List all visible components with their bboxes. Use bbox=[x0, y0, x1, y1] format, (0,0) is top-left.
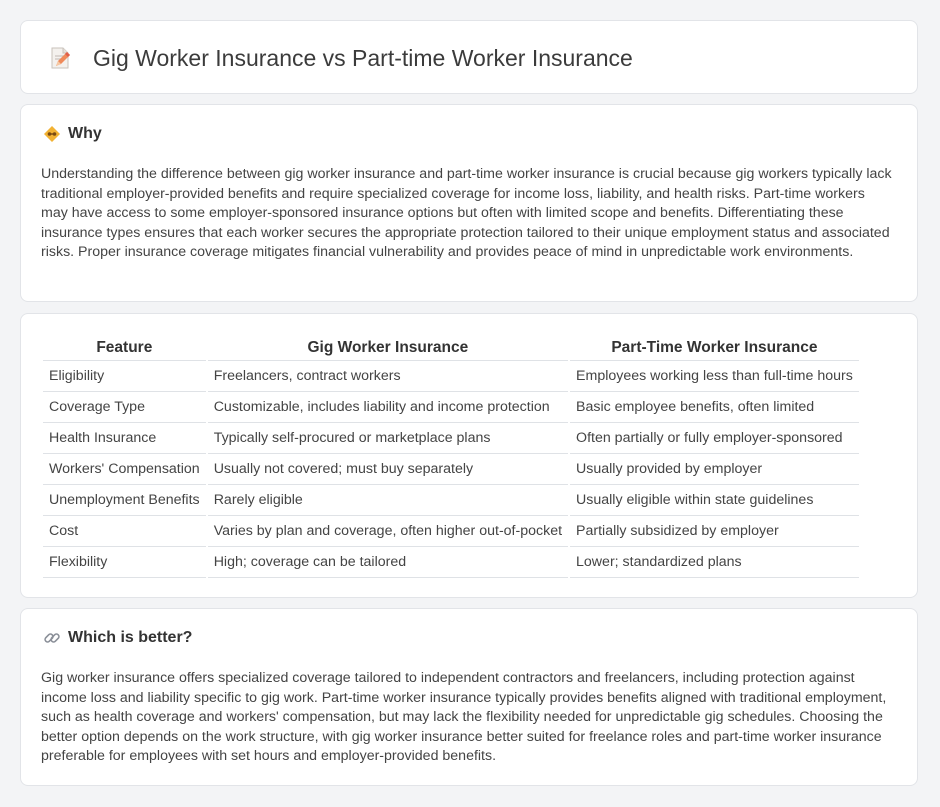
cell-feature: Flexibility bbox=[43, 547, 206, 578]
cell-part-time: Usually provided by employer bbox=[570, 454, 859, 485]
why-title: Why bbox=[68, 125, 102, 142]
cell-part-time: Lower; standardized plans bbox=[570, 547, 859, 578]
cell-feature: Workers' Compensation bbox=[43, 454, 206, 485]
cell-gig: Usually not covered; must buy separately bbox=[208, 454, 568, 485]
cell-feature: Unemployment Benefits bbox=[43, 485, 206, 516]
cell-gig: Freelancers, contract workers bbox=[208, 361, 568, 392]
why-section bbox=[20, 104, 918, 302]
cell-part-time: Basic employee benefits, often limited bbox=[570, 392, 859, 423]
title-row bbox=[47, 21, 633, 95]
header-feature: Feature bbox=[43, 334, 206, 361]
cell-gig: Customizable, includes liability and income protection bbox=[208, 392, 568, 423]
better-title: Which is better? bbox=[68, 629, 193, 646]
cell-part-time: Often partially or fully employer-sponsored bbox=[570, 423, 859, 454]
better-text: Gig worker insurance offers specialized coverage tailored to independent contractors and freelancers, including protection against income loss and liability specific to gig work. Part-time worker insurance typically provides benefits aligned with traditional employment, such as health coverage and workers' compensation, but may lack the flexibility needed for unpredictable gig schedules. Choosing the better option depends on the work structure, with gig worker insurance better suited for freelance roles and part-time worker insurance preferable for employees with set hours and employer-provided benefits. bbox=[41, 670, 887, 765]
cell-gig: Varies by plan and coverage, often higher out-of-pocket bbox=[208, 516, 568, 547]
link-icon bbox=[43, 629, 61, 647]
cell-gig: Rarely eligible bbox=[208, 485, 568, 516]
handshake-icon bbox=[43, 125, 61, 143]
comparison-table bbox=[41, 334, 861, 578]
title-card bbox=[20, 20, 918, 94]
cell-feature: Eligibility bbox=[43, 361, 206, 392]
better-heading bbox=[43, 629, 192, 647]
why-text: Understanding the difference between gig worker insurance and part-time worker insurance is crucial because gig workers typically lack traditional employer-provided benefits and require specialized coverage for income loss, liability, and health risks. Part-time workers may have access to some employer-sponsored insurance options but often with limited scope and benefits. Differentiating these insurance types ensures that each worker secures the appropriate protection tailored to their unique employment status and associated risks. Proper insurance coverage mitigates financial vulnerability and provides peace of mind in unpredictable work environments. bbox=[41, 166, 892, 261]
cell-feature: Cost bbox=[43, 516, 206, 547]
table-row bbox=[43, 392, 859, 423]
table-row bbox=[43, 547, 859, 578]
document-pencil-icon bbox=[47, 45, 73, 71]
why-heading bbox=[43, 125, 102, 143]
table-row bbox=[43, 423, 859, 454]
cell-part-time: Employees working less than full-time hours bbox=[570, 361, 859, 392]
header-gig: Gig Worker Insurance bbox=[208, 334, 568, 361]
table-row bbox=[43, 516, 859, 547]
table-row bbox=[43, 361, 859, 392]
cell-part-time: Usually eligible within state guidelines bbox=[570, 485, 859, 516]
cell-gig: Typically self-procured or marketplace plans bbox=[208, 423, 568, 454]
cell-gig: High; coverage can be tailored bbox=[208, 547, 568, 578]
better-section bbox=[20, 608, 918, 786]
page-title: Gig Worker Insurance vs Part-time Worker Insurance bbox=[93, 44, 633, 71]
cell-feature: Coverage Type bbox=[43, 392, 206, 423]
cell-feature: Health Insurance bbox=[43, 423, 206, 454]
cell-part-time: Partially subsidized by employer bbox=[570, 516, 859, 547]
table-header-row bbox=[43, 334, 859, 361]
comparison-section bbox=[20, 313, 918, 598]
table-row bbox=[43, 485, 859, 516]
header-part-time: Part-Time Worker Insurance bbox=[570, 334, 859, 361]
table-row bbox=[43, 454, 859, 485]
